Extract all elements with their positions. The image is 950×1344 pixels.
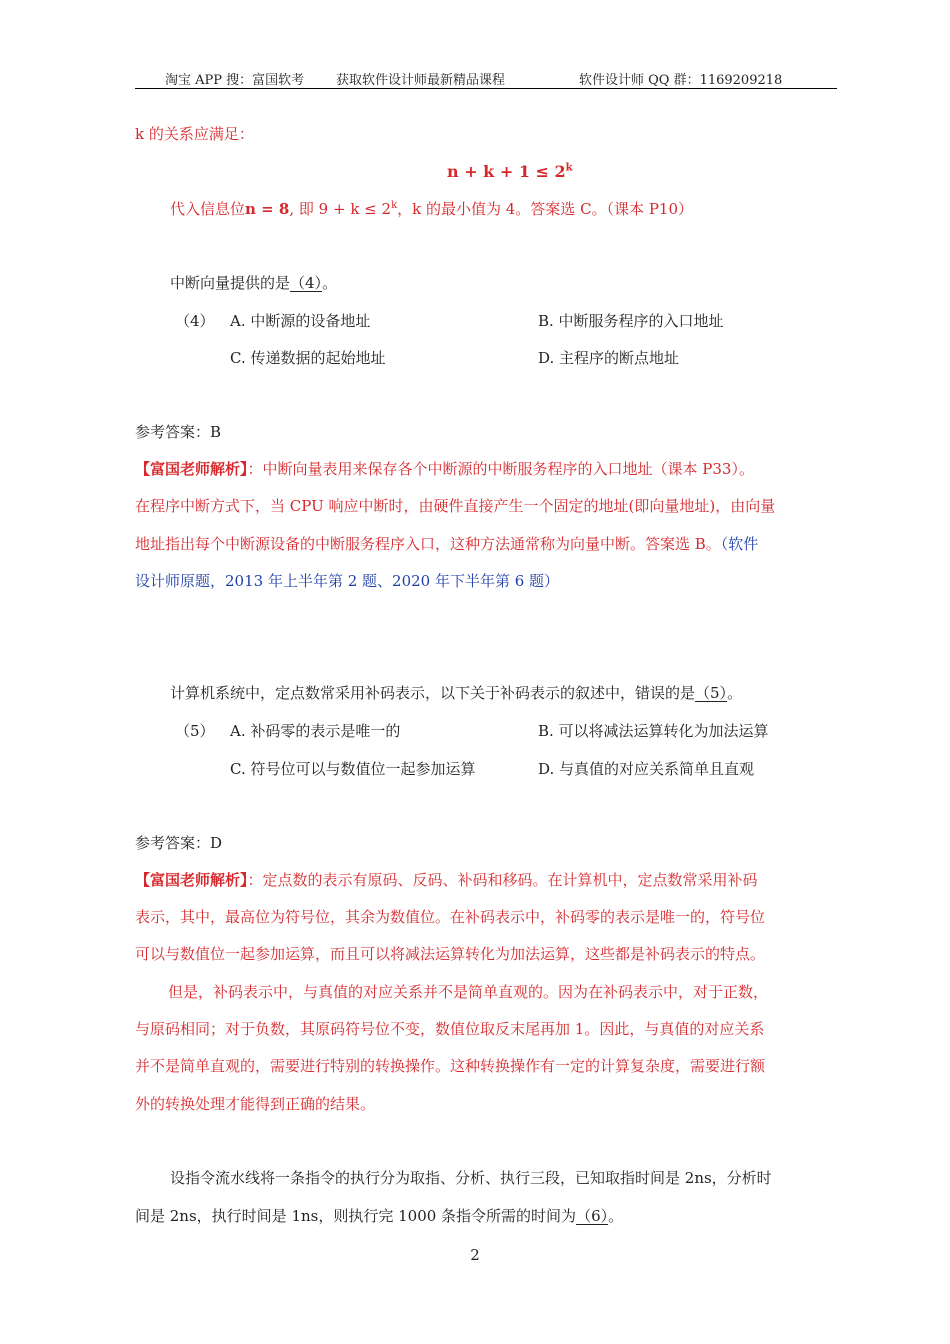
- header-left: 淘宝 APP 搜：富国软考: [165, 73, 305, 88]
- q5-number: （5）: [175, 722, 215, 740]
- q5-stem-text: 计算机系统中，定点数常采用补码表示，以下关于补码表示的叙述中，错误的是: [170, 684, 696, 702]
- q4-analysis-l1: ：中断向量表用来保存各个中断源的中断服务程序的入口地址（课本 P33）。: [247, 460, 754, 478]
- q5-option-a: A. 补码零的表示是唯一的: [230, 722, 401, 740]
- q4-analysis-line1: [135, 458, 754, 480]
- q6-stem-end: 。: [608, 1207, 624, 1225]
- q4-stem: [170, 272, 337, 294]
- q4-option-b: B. 中断服务程序的入口地址: [538, 312, 724, 330]
- q6-stem-line2: [135, 1205, 623, 1227]
- q5-stem-end: 。: [727, 684, 743, 702]
- subst-b: n = 8: [245, 200, 290, 218]
- k-relation-text: k 的关系应满足：: [135, 125, 254, 143]
- q4-analysis-line2: 在程序中断方式下，当 CPU 响应中断时，由硬件直接产生一个固定的地址(即向量地址)，由向量: [135, 497, 776, 515]
- q5-blank: （5）: [695, 684, 728, 702]
- q4-number: （4）: [175, 312, 215, 330]
- page-number: 2: [470, 1246, 480, 1264]
- subst-a: 代入信息位: [170, 200, 246, 218]
- header-right: 软件设计师 QQ 群：1169209218: [579, 73, 783, 88]
- q5-analysis-line5: 与原码相同；对于负数，其原码符号位不变，数值位取反末尾再加 1。因此，与真值的对应关系: [135, 1020, 765, 1038]
- q4-answer: 参考答案：B: [135, 423, 222, 441]
- subst-d: ，k 的最小值为 4。答案选 C。（课本 P10）: [397, 200, 694, 218]
- q5-analysis-line3: 可以与数值位一起参加运算，而且可以将减法运算转化为加法运算，这些都是补码表示的特点。: [135, 945, 766, 963]
- q5-option-b: B. 可以将减法运算转化为加法运算: [538, 722, 769, 740]
- subst-exponent: k: [391, 200, 398, 211]
- page-header: [135, 66, 837, 89]
- q4-analysis-line3: [135, 533, 758, 555]
- q5-analysis-tag: 【富国老师解析】: [135, 871, 248, 889]
- q4-analysis-tag: 【富国老师解析】: [135, 460, 248, 478]
- q5-analysis-line1: [135, 869, 758, 891]
- q5-stem: [170, 682, 742, 704]
- q5-analysis-l1: ：定点数的表示有原码、反码、补码和移码。在计算机中，定点数常采用补码: [247, 871, 758, 889]
- subst-c: , 即 9 + k ≤ 2: [289, 200, 392, 218]
- q4-stem-end: 。: [322, 274, 338, 292]
- q5-analysis-line7: 外的转换处理才能得到正确的结果。: [135, 1095, 376, 1113]
- q4-option-d: D. 主程序的断点地址: [538, 349, 680, 367]
- formula-exponent: k: [565, 162, 573, 174]
- q5-option-c: C. 符号位可以与数值位一起参加运算: [230, 760, 476, 778]
- q4-stem-text: 中断向量提供的是: [170, 274, 291, 292]
- header-center: 获取软件设计师最新精品课程: [336, 73, 506, 88]
- q6-blank: （6）: [576, 1207, 609, 1225]
- q4-analysis-line4: 设计师原题，2013 年上半年第 2 题、2020 年下半年第 6 题）: [135, 572, 560, 590]
- q5-analysis-line4: 但是，补码表示中，与真值的对应关系并不是简单直观的。因为在补码表示中，对于正数，: [168, 983, 769, 1001]
- q6-stem-l2: 间是 2ns，执行时间是 1ns，则执行完 1000 条指令所需的时间为: [135, 1207, 577, 1225]
- q5-analysis-line2: 表示，其中，最高位为符号位，其余为数值位。在补码表示中，补码零的表示是唯一的，符号位: [135, 908, 766, 926]
- q4-analysis-l3a: 地址指出每个中断源设备的中断服务程序入口，这种方法通常称为向量中断。答案选 B。: [135, 535, 721, 553]
- formula-base: n + k + 1 ≤ 2: [447, 162, 566, 181]
- q5-answer: 参考答案：D: [135, 834, 223, 852]
- q6-stem-line1: 设指令流水线将一条指令的执行分为取指、分析、执行三段，已知取指时间是 2ns，分析时: [170, 1169, 772, 1187]
- q4-option-a: A. 中断源的设备地址: [230, 312, 371, 330]
- q4-analysis-l3b: （软件: [720, 535, 759, 553]
- q5-option-d: D. 与真值的对应关系简单且直观: [538, 760, 755, 778]
- q5-analysis-line6: 并不是简单直观的，需要进行特别的转换操作。这种转换操作有一定的计算复杂度，需要进行额: [135, 1057, 766, 1075]
- q4-option-c: C. 传递数据的起始地址: [230, 349, 386, 367]
- q4-blank: （4）: [290, 274, 323, 292]
- substitution-line: [170, 198, 693, 220]
- formula: [447, 161, 573, 183]
